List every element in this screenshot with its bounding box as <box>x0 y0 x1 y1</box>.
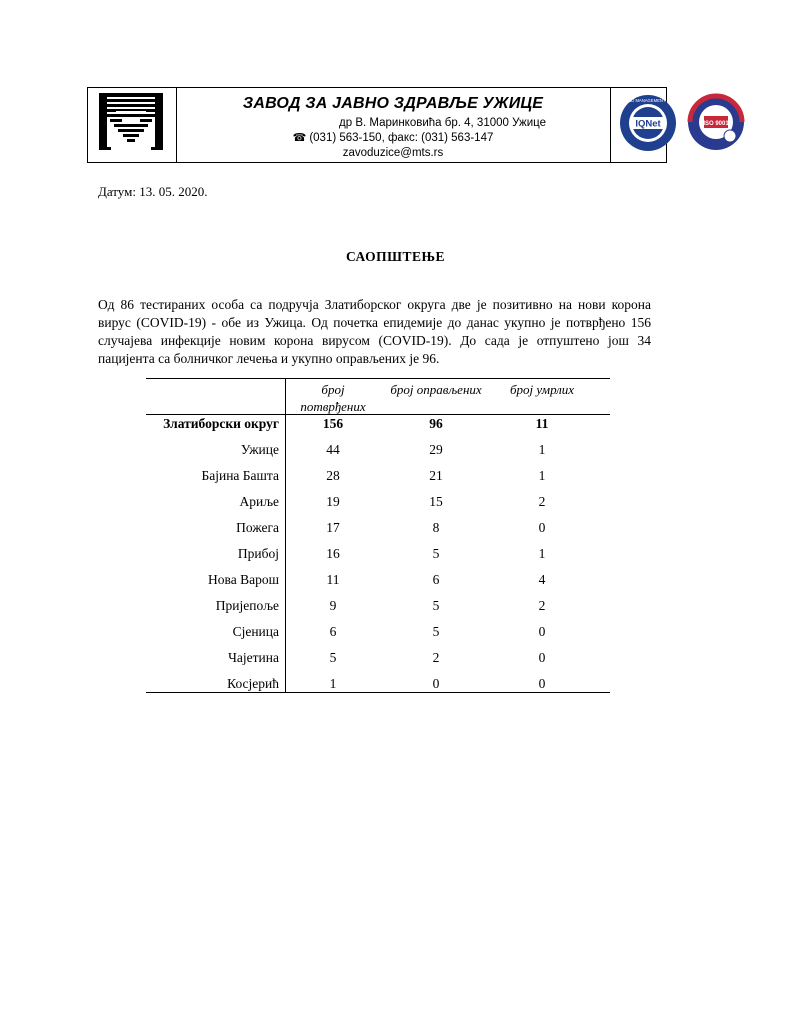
recovered-count: 21 <box>429 468 443 483</box>
district-name: Златиборски округ <box>163 416 279 431</box>
confirmed-count: 16 <box>326 546 340 561</box>
confirmed-count: 5 <box>329 650 337 665</box>
header-confirmed: број потврђених <box>300 382 366 414</box>
municipality-name: Пожега <box>236 520 279 535</box>
municipality-name: Чајетина <box>228 650 279 665</box>
confirmed-count: 19 <box>326 494 340 509</box>
table-bottom-rule <box>146 692 610 693</box>
confirmed-count: 17 <box>326 520 340 535</box>
deaths-count: 4 <box>538 572 546 587</box>
confirmed-count: 1 <box>329 676 337 691</box>
table-row <box>146 593 610 619</box>
municipality-name: Сјеница <box>232 624 279 639</box>
recovered-count: 15 <box>429 494 443 509</box>
recovered-count: 5 <box>432 546 440 561</box>
header-recovered: број оправљених <box>390 382 482 397</box>
table-row <box>146 567 610 593</box>
recovered-count: 5 <box>432 624 440 639</box>
email: zavoduzice@mts.rs <box>342 147 444 159</box>
table-row <box>146 541 610 567</box>
table-row <box>146 619 610 645</box>
recovered-count: 0 <box>432 676 440 691</box>
municipality-name: Ужице <box>240 442 279 457</box>
phone-fax: (031) 563-150, факс: (031) 563-147 <box>309 132 494 144</box>
confirmed-count: 44 <box>326 442 340 457</box>
table-row <box>146 489 610 515</box>
deaths-count: 0 <box>538 624 546 639</box>
confirmed-count: 6 <box>329 624 337 639</box>
institute-emblem-logo <box>96 91 166 159</box>
date-line: Датум: 13. 05. 2020. <box>98 184 208 199</box>
announcement-paragraph: Од 86 тестираних особа са подручја Златиборског округа две је позитивно на нови корона вирус (COVID-19) - обе из Ужица. Од почетка епидемије до данас укупно је потврђено 156 случајева инфекције новим корона вирусом (COVID-19). До сада је отпуштено још 34 пацијента са болничког лечења и укупно оправљених је 96. <box>98 297 651 366</box>
address: др В. Маринковића бр. 4, 31000 Ужице <box>339 117 546 129</box>
municipality-name: Косјерић <box>227 676 279 691</box>
letterhead <box>87 87 729 163</box>
recovered-count: 8 <box>432 520 440 535</box>
iqnet-ring-text: CERTIFIED MANAGEMENT SYSTEM <box>612 98 684 103</box>
iso-label: ISO 9001 <box>703 121 729 127</box>
deaths-count: 0 <box>538 650 546 665</box>
deaths-count: 2 <box>538 598 546 613</box>
deaths-count: 1 <box>538 468 546 483</box>
deaths-count: 2 <box>538 494 546 509</box>
confirmed-count: 9 <box>329 598 337 613</box>
recovered-count: 96 <box>429 416 443 431</box>
certification-logos <box>610 88 729 162</box>
deaths-count: 1 <box>538 546 546 561</box>
recovered-count: 29 <box>429 442 443 457</box>
phone-icon: ☎ <box>292 132 307 144</box>
deaths-count: 0 <box>538 520 546 535</box>
table-row <box>146 645 610 671</box>
municipality-name: Ариље <box>239 494 279 509</box>
table-row <box>146 437 610 463</box>
recovered-count: 5 <box>432 598 440 613</box>
municipality-name: Бајина Башта <box>201 468 279 483</box>
header-deaths: број умрлих <box>509 382 575 397</box>
table-row-total <box>146 411 610 437</box>
institute-info <box>176 88 611 162</box>
confirmed-count: 156 <box>322 416 344 431</box>
municipality-name: Нова Варош <box>208 572 279 587</box>
logo-cell <box>88 88 177 162</box>
recovered-count: 2 <box>432 650 440 665</box>
municipality-name: Прибој <box>237 546 279 561</box>
iqnet-label: IQNet <box>635 118 661 130</box>
iso-9001-seal-logo <box>686 90 746 154</box>
municipality-name: Пријепоље <box>215 598 279 613</box>
table-row <box>146 671 610 697</box>
table-row <box>146 515 610 541</box>
table-row <box>146 463 610 489</box>
table-top-rule <box>146 378 610 379</box>
iqnet-certified-seal-logo <box>612 92 684 154</box>
recovered-count: 6 <box>432 572 440 587</box>
deaths-count: 0 <box>538 676 546 691</box>
phone-fax-line <box>176 131 610 146</box>
confirmed-count: 11 <box>326 572 340 587</box>
deaths-count: 1 <box>538 442 546 457</box>
confirmed-count: 28 <box>326 468 340 483</box>
organization-name: ЗАВОД ЗА ЈАВНО ЗДРАВЉЕ УЖИЦЕ <box>242 95 544 112</box>
deaths-count: 11 <box>535 416 549 431</box>
document-title: САОПШТЕЊЕ <box>345 249 446 264</box>
